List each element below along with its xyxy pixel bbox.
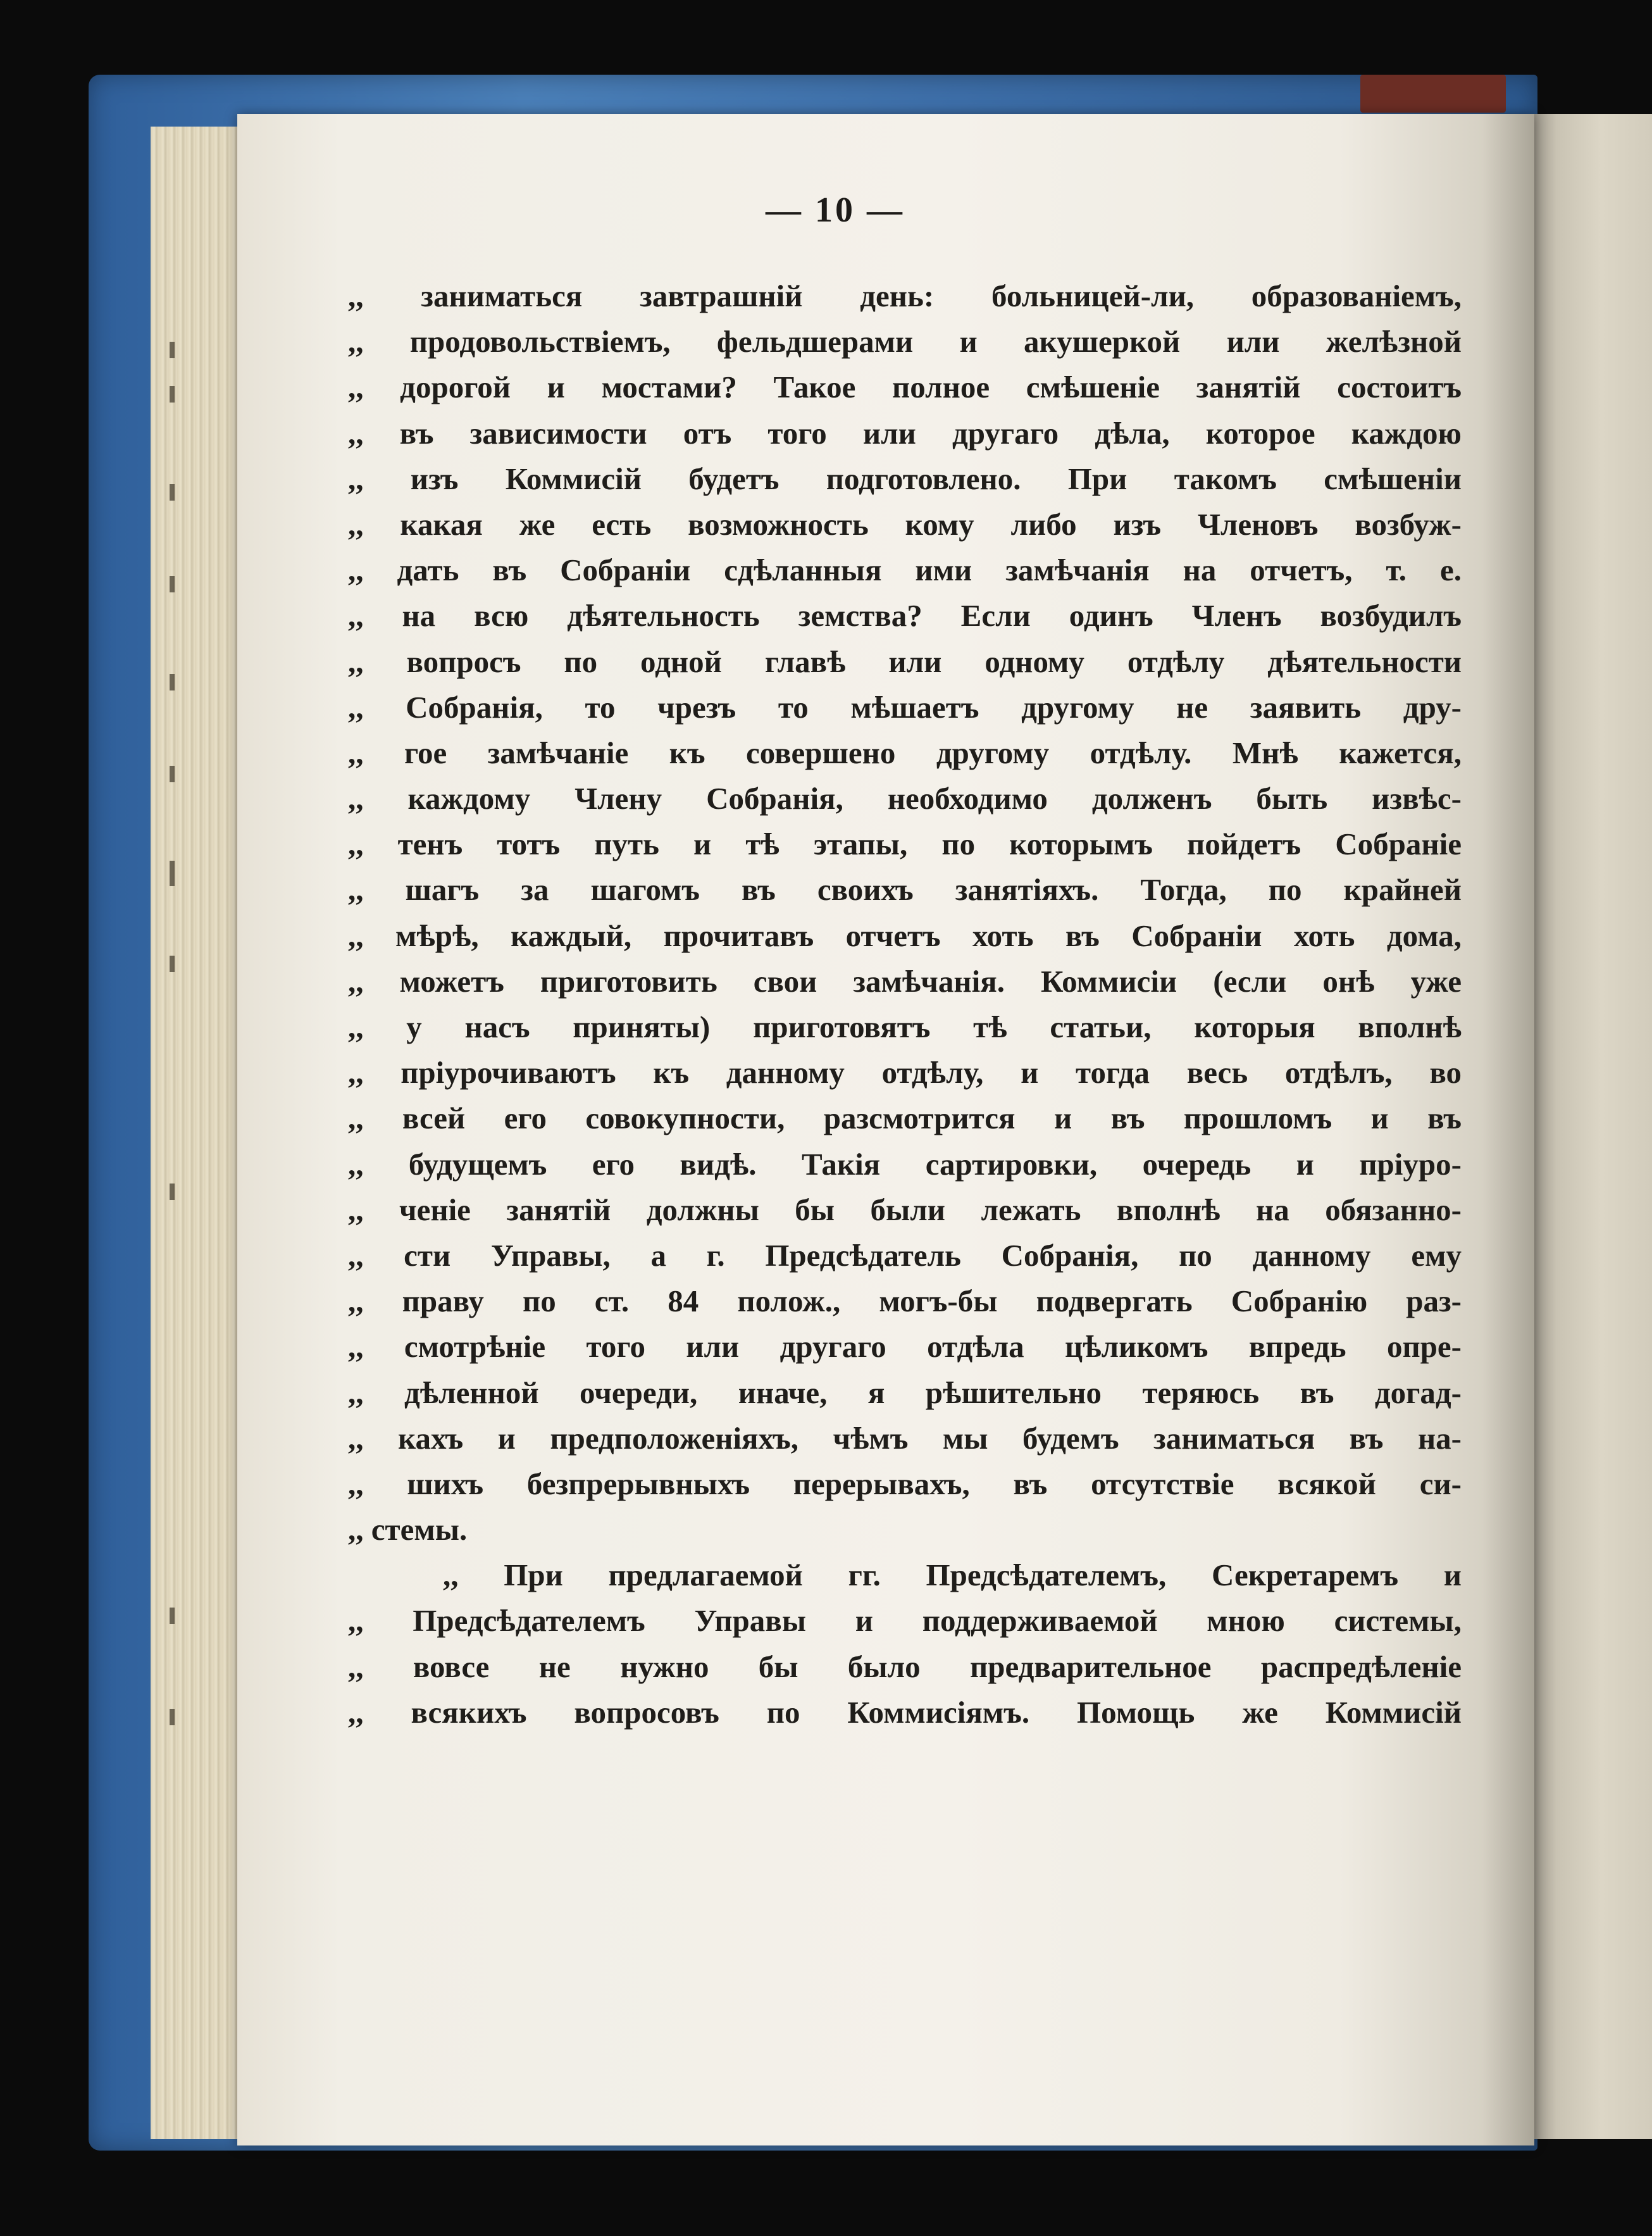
text-line: ,, на всю дѣятельность земства? Если одинъ Членъ возбудилъ [348,598,1462,634]
text-line: ,, вопросъ по одной главѣ или одному отдѣлу дѣятельности [348,644,1462,679]
margin-mark [170,1608,175,1624]
text-line: ,, мѣрѣ, каждый, прочитавъ отчетъ хоть въ Собраніи хоть дома, [348,918,1462,953]
page-text [348,273,1462,1735]
text-line: ,, шагъ за шагомъ въ своихъ занятіяхъ. Тогда, по крайней [348,872,1462,908]
text-line: ,, шихъ безпрерывныхъ перерывахъ, въ отсутствіе всякой си- [348,1466,1462,1501]
text-line: ,, кахъ и предположеніяхъ, чѣмъ мы будемъ заниматься въ на- [348,1420,1462,1456]
text-line: ,, дать въ Собраніи сдѣланныя ими замѣчанія на отчетъ, т. е. [348,553,1462,588]
text-line: ,, ченіе занятій должны бы были лежать вполнѣ на обязанно- [348,1192,1462,1227]
text-line: ,, каждому Члену Собранія, необходимо долженъ быть извѣс- [348,781,1462,816]
text-line: ,, всей его совокупности, разсмотрится и въ прошломъ и въ [348,1101,1462,1136]
text-line: ,, праву по ст. 84 полож., могъ-бы подвергать Собранію раз- [348,1284,1462,1319]
text-line: ,, дѣленной очереди, иначе, я рѣшительно теряюсь въ догад- [348,1375,1462,1410]
adjacent-page [1525,114,1652,2139]
text-line: ,, Собранія, то чрезъ то мѣшаетъ другому не заявить дру- [348,689,1462,725]
margin-mark [170,1184,175,1200]
text-line: ,, заниматься завтрашній день: больницей-ли, образованіемъ, [348,278,1462,313]
margin-mark [170,674,175,690]
margin-mark [170,861,175,886]
text-line: ,, Предсѣдателемъ Управы и поддерживаемой мною системы, [348,1603,1462,1639]
text-line: ,, пріурочиваютъ къ данному отдѣлу, и тогда весь отдѣлъ, во [348,1055,1462,1090]
margin-mark [170,386,175,403]
text-line: ,, всякихъ вопросовъ по Коммисіямъ. Помощь же Коммисій [348,1694,1462,1730]
text-line: ,, будущемъ его видѣ. Такія сартировки, очередь и пріуро- [348,1146,1462,1182]
text-line: ,, какая же есть возможность кому либо изъ Членовъ возбуж- [348,506,1462,542]
text-line: ,, сти Управы, а г. Предсѣдатель Собранія, по данному ему [348,1237,1462,1273]
text-line: ,, гое замѣчаніе къ совершено другому отдѣлу. Мнѣ кажется, [348,735,1462,770]
cover-corner [1360,75,1506,113]
text-line: ,, вовсе не нужно бы было предварительное распредѣленіе [348,1649,1462,1684]
text-line: ,, въ зависимости отъ того или другаго дѣла, которое каждою [348,415,1462,451]
page-number: — 10 — [766,190,905,230]
text-line: ,, продовольствіемъ, фельдшерами и акушеркой или желѣзной [348,324,1462,359]
text-line: ,, дорогой и мостами? Такое полное смѣшеніе занятій состоитъ [348,370,1462,405]
text-line: ,, изъ Коммисій будетъ подготовлено. При такомъ смѣшеніи [348,461,1462,496]
margin-mark [170,956,175,972]
text-line: ,, При предлагаемой гг. Предсѣдателемъ, Секретаремъ и [443,1558,1462,1593]
margin-mark [170,576,175,592]
margin-mark [170,484,175,501]
text-line: ,, смотрѣніе того или другаго отдѣла цѣликомъ впредь опре- [348,1329,1462,1365]
margin-mark [170,766,175,782]
text-line: ,, можетъ приготовить свои замѣчанія. Коммисіи (если онѣ уже [348,963,1462,999]
text-line: ,, стемы. [348,1512,468,1547]
margin-mark [170,342,175,358]
margin-mark [170,1709,175,1725]
text-line: ,, у насъ приняты) приготовятъ тѣ статьи, которыя вполнѣ [348,1009,1462,1044]
text-line: ,, тенъ тотъ путь и тѣ этапы, по которымъ пойдетъ Собраніе [348,827,1462,862]
